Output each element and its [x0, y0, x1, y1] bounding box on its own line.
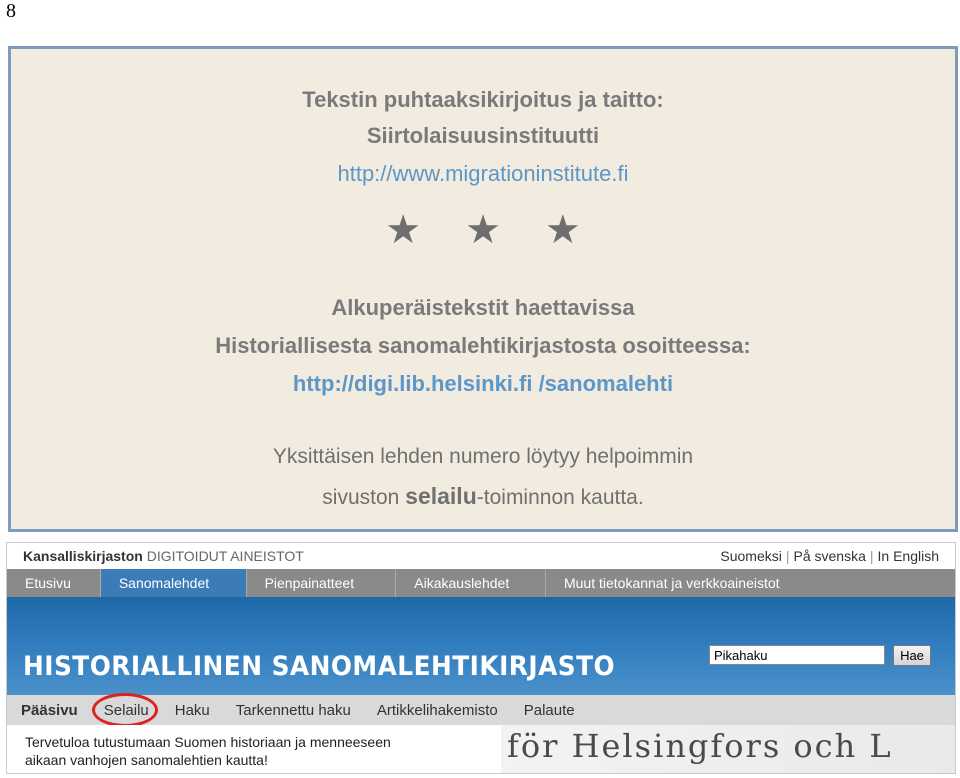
digi-link[interactable]: http://digi.lib.helsinki.fi /sanomalehti	[292, 371, 674, 396]
subnav-tarkennettu-haku[interactable]: Tarkennettu haku	[235, 701, 351, 719]
star-icon: ★	[544, 208, 581, 252]
nav-aikakauslehdet[interactable]: Aikakauslehdet	[396, 569, 546, 597]
nav-sanomalehdet[interactable]: Sanomalehdet	[101, 569, 247, 597]
site-banner	[7, 597, 955, 695]
language-switcher	[720, 548, 939, 564]
brand-name: Kansalliskirjaston	[23, 548, 143, 564]
newspaper-masthead: för Helsingfors och L	[507, 727, 893, 765]
hint-prefix: sivuston	[322, 486, 406, 509]
brand-subtitle: DIGITOIDUT AINEISTOT	[146, 548, 304, 564]
info-panel	[8, 46, 958, 532]
star-icon: ★	[385, 208, 422, 252]
hint-bold-selailu: selailu	[405, 483, 477, 509]
source-description: Historiallisesta sanomalehtikirjastosta osoitteessa:	[215, 333, 751, 358]
source-heading: Alkuperäistekstit haettavissa	[331, 295, 635, 320]
banner-title: HISTORIALLINEN SANOMALEHTIKIRJASTO	[23, 651, 616, 682]
search-button[interactable]: Hae	[893, 645, 931, 666]
lang-separator: |	[785, 548, 790, 564]
subnav-selailu[interactable]	[104, 702, 149, 719]
hint-line-1: Yksittäisen lehden numero löytyy helpoimmin	[272, 445, 694, 468]
subnav-artikkelihakemisto[interactable]: Artikkelihakemisto	[376, 701, 498, 719]
subnav-selailu-label: Selailu	[103, 701, 149, 719]
hint-line-2	[11, 483, 955, 510]
star-icon: ★	[465, 208, 501, 252]
subnav-palaute[interactable]: Palaute	[523, 701, 575, 719]
lang-separator: |	[869, 548, 874, 564]
welcome-text	[25, 733, 485, 769]
quick-search-input[interactable]	[709, 645, 885, 665]
welcome-line-2: aikaan vanhojen sanomalehtien kautta!	[25, 752, 268, 768]
site-brand[interactable]	[23, 548, 304, 564]
nav-pienpainatteet[interactable]: Pienpainatteet	[247, 569, 397, 597]
site-content	[7, 725, 955, 773]
newspaper-image	[501, 725, 956, 774]
nav-muut-tietokannat[interactable]: Muut tietokannat ja verkkoaineistot	[563, 575, 780, 591]
sub-nav	[7, 695, 955, 725]
institute-name: Siirtolaisuusinstituutti	[366, 123, 600, 148]
lang-finnish[interactable]: Suomeksi	[720, 548, 782, 564]
lang-english[interactable]: In English	[877, 548, 939, 564]
subnav-haku[interactable]: Haku	[174, 701, 210, 719]
star-divider	[11, 207, 955, 253]
hint-suffix: -toiminnon kautta.	[476, 486, 644, 509]
main-nav	[7, 569, 955, 597]
site-header	[7, 543, 955, 569]
subnav-paasivu[interactable]: Pääsivu	[21, 701, 78, 719]
welcome-line-1: Tervetuloa tutustumaan Suomen historiaan ja menneeseen	[25, 734, 391, 750]
institute-link[interactable]: http://www.migrationinstitute.fi	[337, 161, 629, 186]
nav-etusivu[interactable]: Etusivu	[7, 569, 101, 597]
credit-heading: Tekstin puhtaaksikirjoitus ja taitto:	[302, 87, 664, 112]
website-screenshot	[6, 542, 956, 774]
page-number: 8	[6, 0, 16, 22]
highlight-circle	[92, 693, 158, 727]
lang-swedish[interactable]: På svenska	[793, 548, 866, 564]
